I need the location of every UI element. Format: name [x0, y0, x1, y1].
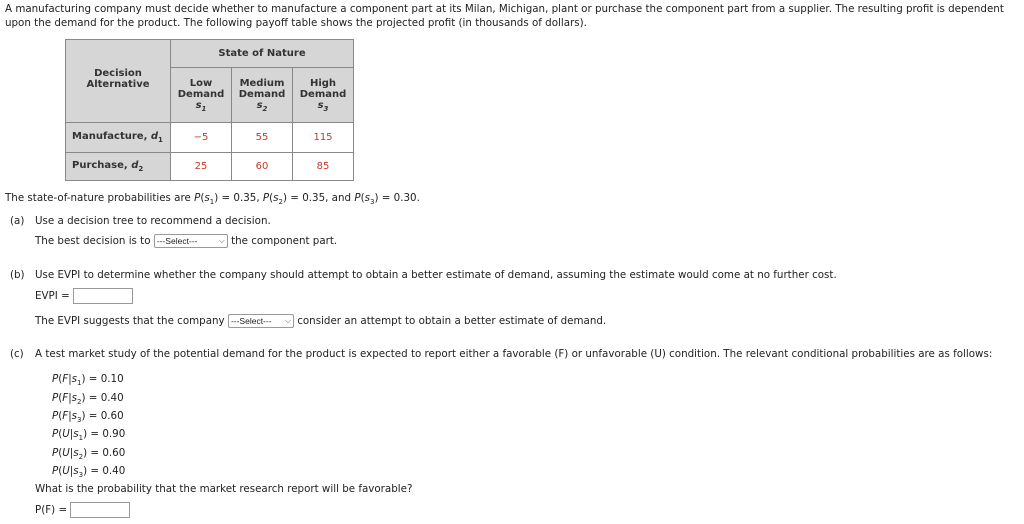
- cell-value: −5: [171, 123, 232, 153]
- list-item: $P(F|s_2) = 0.40$: [52, 391, 124, 406]
- cell-value: 60: [232, 153, 293, 181]
- part-a-label: (a): [10, 215, 25, 227]
- row-label-purchase: Purchase, $d_2$: [66, 153, 171, 181]
- chevron-down-icon: ⌵: [284, 316, 291, 325]
- evpi-line: EVPI =: [35, 288, 133, 304]
- list-item: $P(U|s_1) = 0.90$: [52, 428, 126, 443]
- part-c-label: (c): [10, 348, 24, 360]
- pf-input[interactable]: [70, 502, 130, 518]
- best-decision-select[interactable]: ---Select--- ⌵: [154, 234, 228, 248]
- list-item: $P(U|s_3) = 0.40$: [52, 465, 126, 480]
- unfavorable-probabilities: [52, 427, 125, 483]
- col-low-demand: Low Demand $s_1$: [171, 68, 232, 123]
- cell-value: 55: [232, 123, 293, 153]
- favorable-probabilities: [52, 372, 124, 428]
- cell-value: 85: [293, 153, 354, 181]
- part-b-label: (b): [10, 269, 25, 281]
- col-high-demand: High Demand $s_3$: [293, 68, 354, 123]
- favorable-question: What is the probability that the market research report will be favorable?: [35, 483, 413, 495]
- part-b-question: Use EVPI to determine whether the company should attempt to obtain a better estimate of demand, assuming the estimate would come at no further cost.: [35, 269, 837, 281]
- payoff-table: [65, 39, 354, 181]
- cell-value: 25: [171, 153, 232, 181]
- list-item: $P(F|s_3) = 0.60$: [52, 410, 124, 425]
- probabilities-statement: The state-of-nature probabilities are $P(s_1) = 0.35$, $P(s_2) = 0.35$, and $P(s_3) = 0.30$.: [5, 192, 420, 207]
- col-medium-demand: Medium Demand $s_2$: [232, 68, 293, 123]
- evpi-decision-select[interactable]: ---Select--- ⌵: [228, 314, 294, 328]
- part-a-question: Use a decision tree to recommend a decision.: [35, 215, 271, 227]
- row-label-manufacture: Manufacture, $d_1$: [66, 123, 171, 153]
- table-row: [66, 123, 354, 153]
- best-decision-line: The best decision is to ---Select--- ⌵ the component part.: [35, 235, 338, 247]
- evpi-input[interactable]: [73, 288, 133, 304]
- cell-value: 115: [293, 123, 354, 153]
- chevron-down-icon: ⌵: [218, 236, 225, 245]
- intro-text: A manufacturing company must decide whether to manufacture a component part at its Milan, Michigan, plant or purchase the component part from a supplier. The resulting profit is dependent upon the demand for the product. The following payoff table shows the projected profit (in thousands of dollars).: [5, 3, 1004, 29]
- list-item: $P(F|s_1) = 0.10$: [52, 373, 124, 388]
- decision-alternative-header: Decision Alternative: [66, 40, 171, 123]
- part-c-question: A test market study of the potential demand for the product is expected to report either a favorable (F) or unfavorable (U) condition. The relevant conditional probabilities are as follows:: [35, 348, 993, 360]
- evpi-suggestion-line: The EVPI suggests that the company ---Select--- ⌵ consider an attempt to obtain a better estimate of demand.: [35, 315, 607, 327]
- state-of-nature-header: State of Nature: [171, 40, 354, 68]
- pf-line: P(F) =: [35, 502, 130, 518]
- list-item: $P(U|s_2) = 0.60$: [52, 446, 126, 461]
- table-row: [66, 153, 354, 181]
